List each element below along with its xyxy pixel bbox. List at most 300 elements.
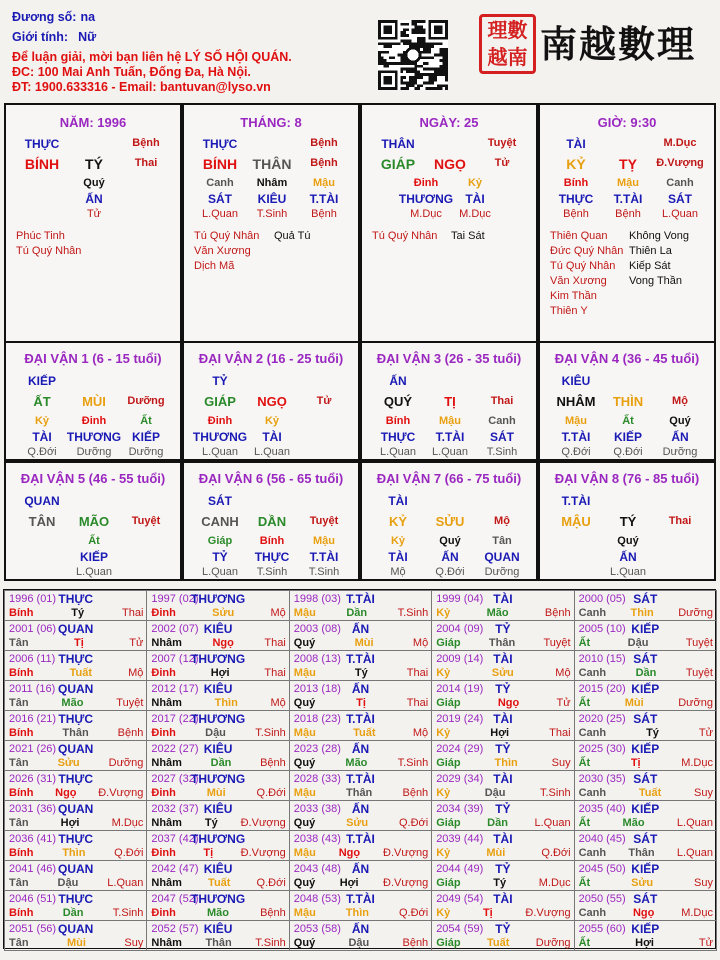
dai-van-title: ĐẠI VẬN 7 (66 - 75 tuổi) <box>376 471 522 486</box>
hidden-stem: Đinh <box>207 415 233 427</box>
annual-cell[interactable] <box>4 920 147 951</box>
hidden-stage: T.Sinh <box>256 208 288 220</box>
annual-pillar <box>151 847 285 859</box>
annual-pillar <box>151 727 285 739</box>
annual-cell[interactable] <box>4 770 147 801</box>
hidden-god: ẤN <box>441 550 459 564</box>
annual-pillar <box>579 877 713 889</box>
hidden-stage: Bệnh <box>563 208 589 220</box>
dai-van-panel <box>538 461 716 581</box>
annual-pillar <box>436 637 570 649</box>
dai-van-god: T.TÀI <box>561 494 591 508</box>
annual-god: SÁT <box>633 832 658 846</box>
annual-stem: Bính <box>9 787 34 799</box>
dai-van-panel <box>182 341 360 461</box>
annual-pillar <box>151 817 285 829</box>
annual-god: THỰC <box>58 652 93 666</box>
annual-stem: Giáp <box>436 937 461 949</box>
annual-branch: Mùi <box>624 697 644 709</box>
annual-stage: L.Quan <box>676 847 713 859</box>
annual-cell[interactable] <box>4 650 147 681</box>
annual-cell[interactable] <box>431 620 574 651</box>
annual-cell[interactable] <box>4 710 147 741</box>
annual-cell[interactable] <box>431 770 574 801</box>
annual-god: THỰC <box>58 712 93 726</box>
annual-branch: Thân <box>62 727 89 739</box>
annual-stem: Giáp <box>436 817 461 829</box>
annual-cell[interactable] <box>289 740 432 771</box>
dai-van-stage: Thai <box>490 395 514 407</box>
annual-branch: Mão <box>622 817 645 829</box>
annual-god: TÀI <box>493 832 513 846</box>
annual-cell[interactable] <box>431 890 574 921</box>
seal-text: 越南 <box>487 45 528 69</box>
annual-pillar <box>436 847 570 859</box>
star-bad: Tai Sát <box>451 230 485 242</box>
annual-cell[interactable] <box>431 800 574 831</box>
annual-stem: Tân <box>9 637 29 649</box>
annual-cell[interactable] <box>289 590 432 621</box>
annual-god: KIÊU <box>203 862 233 876</box>
annual-cell[interactable] <box>146 590 289 621</box>
annual-year: 2040 (45) <box>578 833 626 845</box>
annual-branch: Tị <box>203 847 214 859</box>
annual-god: TỶ <box>495 622 511 636</box>
hidden-stem: Đinh <box>413 177 439 189</box>
annual-stem: Quý <box>293 817 316 829</box>
annual-stem: Đinh <box>151 907 176 919</box>
annual-cell[interactable] <box>146 920 289 951</box>
annual-god: SÁT <box>633 712 658 726</box>
brand-logo: 南越數理 <box>540 22 696 66</box>
hidden-god: TÀI <box>32 430 52 444</box>
dai-van-title: ĐẠI VẬN 6 (56 - 65 tuổi) <box>198 471 344 486</box>
annual-stage: Q.Đới <box>256 787 286 799</box>
annual-cell[interactable] <box>574 620 717 651</box>
annual-pillar <box>436 877 570 889</box>
annual-year: 1999 (04) <box>436 593 484 605</box>
annual-cell[interactable] <box>431 860 574 891</box>
annual-cell[interactable] <box>574 920 717 951</box>
annual-stage: Bệnh <box>260 907 286 919</box>
dai-van-branch: TÝ <box>619 514 637 529</box>
annual-cell[interactable] <box>431 680 574 711</box>
star-good: Đức Quý Nhân <box>550 245 624 257</box>
annual-god: QUAN <box>58 922 94 936</box>
annual-cell[interactable] <box>4 860 147 891</box>
annual-pillar <box>294 877 428 889</box>
annual-pillar <box>436 757 570 769</box>
annual-year: 2021 (26) <box>9 743 57 755</box>
annual-grid <box>3 589 716 949</box>
annual-cell[interactable] <box>289 920 432 951</box>
annual-cell[interactable] <box>574 740 717 771</box>
annual-god: THƯƠNG <box>190 652 246 666</box>
annual-god: T.TÀI <box>346 892 375 906</box>
dai-van-panel <box>360 461 538 581</box>
annual-stage: Tuyệt <box>685 637 713 649</box>
hidden-stem: Kỷ <box>34 415 50 427</box>
pillar-branch-stage: Đ.Vượng <box>656 157 704 169</box>
star-good: Văn Xương <box>550 275 607 287</box>
phone-email-line: ĐT: 1900.633316 - Email: bantuvan@lyso.vn <box>12 80 271 94</box>
dai-van-branch: TỊ <box>444 394 456 409</box>
annual-stem: Ất <box>578 817 591 829</box>
annual-year: 2018 (23) <box>293 713 341 725</box>
annual-stage: M.Dục <box>681 907 713 919</box>
annual-stem: Tân <box>9 757 29 769</box>
annual-pillar <box>579 907 713 919</box>
annual-cell[interactable] <box>4 680 147 711</box>
annual-stage: Thai <box>264 667 286 679</box>
dai-van-branch: SỬU <box>435 514 465 529</box>
annual-year: 2028 (33) <box>293 773 341 785</box>
annual-year: 2049 (54) <box>436 893 484 905</box>
annual-stem: Canh <box>578 787 607 799</box>
annual-cell[interactable] <box>289 680 432 711</box>
annual-stage: M.Dục <box>111 817 144 829</box>
annual-branch: Sửu <box>346 817 369 829</box>
annual-stage: T.Sinh <box>397 757 429 769</box>
annual-cell[interactable] <box>574 590 717 621</box>
hidden-stage: Dưỡng <box>662 446 698 458</box>
annual-branch: Tị <box>356 697 366 709</box>
annual-cell[interactable] <box>574 650 717 681</box>
annual-cell[interactable] <box>4 800 147 831</box>
annual-pillar <box>436 607 570 619</box>
annual-branch: Mão <box>486 607 509 619</box>
annual-god: TÀI <box>493 712 513 726</box>
annual-god: ẤN <box>351 682 370 696</box>
annual-pillar <box>151 697 285 709</box>
dai-van-stem: ẤT <box>33 394 51 409</box>
annual-cell[interactable] <box>289 710 432 741</box>
annual-stage: T.Sinh <box>255 937 286 949</box>
annual-cell[interactable] <box>4 890 147 921</box>
annual-cell[interactable] <box>289 620 432 651</box>
dai-van-panel <box>360 341 538 461</box>
annual-pillar <box>9 697 143 709</box>
annual-cell[interactable] <box>4 740 147 771</box>
annual-year: 2016 (21) <box>9 713 57 725</box>
hidden-stem: Mậu <box>617 177 639 189</box>
annual-cell[interactable] <box>431 710 574 741</box>
annual-cell[interactable] <box>146 860 289 891</box>
annual-stage: Đ.Vượng <box>240 817 286 829</box>
dai-van-god: TỶ <box>212 374 228 388</box>
annual-stage: L.Quan <box>107 877 144 889</box>
annual-pillar <box>294 847 428 859</box>
annual-cell[interactable] <box>146 620 289 651</box>
annual-stem: Quý <box>293 937 316 949</box>
hidden-god: KIẾP <box>131 430 161 444</box>
annual-god: TỶ <box>495 682 511 696</box>
annual-cell[interactable] <box>146 650 289 681</box>
annual-pillar <box>9 667 143 679</box>
dai-van-title: ĐẠI VẬN 8 (76 - 85 tuổi) <box>554 471 700 486</box>
annual-stage: L.Quan <box>676 817 713 829</box>
pillar-top-god: TÀI <box>566 137 586 151</box>
annual-branch: Dần <box>635 667 657 679</box>
hidden-stem: Tân <box>492 535 512 547</box>
annual-year: 2053 (58) <box>293 923 341 935</box>
annual-god: SÁT <box>633 652 658 666</box>
annual-cell[interactable] <box>289 830 432 861</box>
annual-cell[interactable] <box>289 860 432 891</box>
annual-cell[interactable] <box>146 740 289 771</box>
annual-cell[interactable] <box>431 740 574 771</box>
annual-cell[interactable] <box>431 920 574 951</box>
annual-pillar <box>294 667 428 679</box>
annual-stage: Q.Đới <box>114 847 144 859</box>
hidden-stem: Canh <box>488 415 516 427</box>
seal-logo <box>479 14 536 74</box>
dai-van-stage: Tuyệt <box>131 515 161 527</box>
hidden-god: THƯƠNG <box>192 430 248 444</box>
annual-god: KIẾP <box>631 862 660 876</box>
dai-van-stage: Mộ <box>494 515 510 527</box>
pillar-branch-stage: Tử <box>494 157 510 169</box>
annual-year: 2004 (09) <box>436 623 484 635</box>
annual-year: 2000 (05) <box>578 593 626 605</box>
hidden-god: KIẾP <box>79 550 109 564</box>
annual-stage: Q.Đới <box>398 817 429 829</box>
hidden-god: THƯƠNG <box>398 192 454 206</box>
hidden-stage: L.Quan <box>431 446 469 458</box>
annual-pillar <box>436 907 570 919</box>
annual-cell[interactable] <box>146 710 289 741</box>
annual-stage: Mộ <box>270 607 286 619</box>
annual-stem: Tân <box>9 937 29 949</box>
annual-cell[interactable] <box>4 590 147 621</box>
annual-branch: Sửu <box>57 757 80 769</box>
hidden-stage: L.Quan <box>661 208 699 220</box>
star-bad: Quả Tú <box>274 230 311 242</box>
annual-stem: Bính <box>9 667 34 679</box>
gender-label: Giới tính: <box>12 30 69 44</box>
annual-cell[interactable] <box>574 800 717 831</box>
annual-cell[interactable] <box>146 800 289 831</box>
annual-year: 2038 (43) <box>293 833 341 845</box>
annual-year: 2008 (13) <box>293 653 341 665</box>
annual-year: 2045 (50) <box>578 863 626 875</box>
annual-stem: Đinh <box>151 787 176 799</box>
annual-stage: Bệnh <box>260 757 286 769</box>
annual-stem: Quý <box>293 637 316 649</box>
annual-cell[interactable] <box>146 770 289 801</box>
annual-cell[interactable] <box>574 860 717 891</box>
annual-year: 2007 (12) <box>151 653 199 665</box>
annual-year: 2039 (44) <box>436 833 484 845</box>
star-bad: Thiên La <box>629 245 672 257</box>
annual-branch: Ngọ <box>55 787 77 799</box>
annual-god: SÁT <box>633 892 658 906</box>
hidden-stage: M.Dục <box>410 208 442 220</box>
annual-stem: Giáp <box>436 877 461 889</box>
hidden-god: SÁT <box>490 430 514 444</box>
annual-pillar <box>294 607 428 619</box>
annual-branch: Thìn <box>494 757 518 769</box>
annual-cell[interactable] <box>146 680 289 711</box>
annual-stage: M.Dục <box>681 757 713 769</box>
annual-pillar <box>9 847 143 859</box>
pillar-title: NGÀY: 25 <box>419 115 479 130</box>
dai-van-god: KIÊU <box>561 374 591 388</box>
annual-branch: Dậu <box>57 877 79 889</box>
hidden-god: THƯƠNG <box>66 430 122 444</box>
annual-god: KIÊU <box>203 742 233 756</box>
annual-branch: Tuất <box>69 667 92 679</box>
hidden-god: ẤN <box>671 430 689 444</box>
dai-van-stage: Thai <box>668 515 692 527</box>
annual-stage: T.Sinh <box>112 907 144 919</box>
annual-cell[interactable] <box>146 890 289 921</box>
pillar-top-stage: M.Dục <box>663 137 697 149</box>
hidden-stage: Dưỡng <box>128 446 164 458</box>
annual-cell[interactable] <box>431 650 574 681</box>
annual-branch: Thân <box>628 847 655 859</box>
annual-cell[interactable] <box>574 890 717 921</box>
annual-branch: Mùi <box>67 937 86 949</box>
hidden-stage: Q.Đới <box>27 446 57 458</box>
annual-year: 2003 (08) <box>293 623 341 635</box>
annual-branch: Sửu <box>212 607 235 619</box>
annual-god: T.TÀI <box>346 712 375 726</box>
annual-cell[interactable] <box>289 800 432 831</box>
annual-cell[interactable] <box>431 590 574 621</box>
hidden-god: KIÊU <box>257 192 287 206</box>
annual-god: QUAN <box>58 862 94 876</box>
annual-god: THƯƠNG <box>190 772 246 786</box>
annual-stem: Kỷ <box>436 727 451 739</box>
annual-pillar <box>294 637 428 649</box>
annual-branch: Thìn <box>62 847 86 859</box>
annual-god: T.TÀI <box>346 832 375 846</box>
annual-stage: Bệnh <box>402 937 429 949</box>
annual-stage: Q.Đới <box>256 877 286 889</box>
annual-branch: Dậu <box>627 637 649 649</box>
annual-pillar <box>436 697 570 709</box>
annual-stage: Suy <box>694 877 713 889</box>
star-bad: Không Vong <box>629 230 689 242</box>
annual-god: THỰC <box>58 772 93 786</box>
pillar-branch: THÂN <box>252 156 292 172</box>
annual-pillar <box>579 637 713 649</box>
pillar-panel <box>360 103 538 343</box>
annual-cell[interactable] <box>574 710 717 741</box>
annual-cell[interactable] <box>289 890 432 921</box>
pillar-top-stage: Bệnh <box>310 137 338 149</box>
annual-god: TỶ <box>495 862 511 876</box>
dai-van-god: ẤN <box>389 374 407 388</box>
dai-van-stage: Dưỡng <box>127 395 165 407</box>
annual-stage: Suy <box>124 937 144 949</box>
annual-stem: Bính <box>9 847 34 859</box>
annual-pillar <box>9 637 143 649</box>
annual-branch: Dậu <box>205 727 226 739</box>
hidden-stage: L.Quan <box>379 446 417 458</box>
annual-pillar <box>579 817 713 829</box>
annual-stem: Kỷ <box>436 907 451 919</box>
qr-code-icon[interactable] <box>378 20 448 90</box>
annual-pillar <box>579 847 713 859</box>
pillar-title: THÁNG: 8 <box>240 115 302 130</box>
annual-god: ẤN <box>351 862 370 876</box>
annual-pillar <box>151 607 285 619</box>
annual-branch: Sửu <box>631 877 654 889</box>
hidden-stage: L.Quan <box>201 566 239 578</box>
annual-branch: Mùi <box>354 637 374 649</box>
annual-pillar <box>9 937 143 949</box>
annual-cell[interactable] <box>4 830 147 861</box>
annual-branch: Hợi <box>210 667 230 679</box>
hidden-stage: T.Sinh <box>256 566 288 578</box>
annual-cell[interactable] <box>574 680 717 711</box>
annual-pillar <box>579 607 713 619</box>
annual-pillar <box>294 727 428 739</box>
gender-line <box>12 30 96 44</box>
annual-god: SÁT <box>633 592 658 606</box>
annual-cell[interactable] <box>431 830 574 861</box>
annual-god: QUAN <box>58 742 94 756</box>
hidden-stem: Đinh <box>81 415 107 427</box>
annual-stem: Bính <box>9 727 34 739</box>
annual-stem: Nhâm <box>151 757 182 769</box>
hidden-god: THỰC <box>254 550 290 564</box>
annual-god: ẤN <box>351 622 370 636</box>
annual-cell[interactable] <box>4 620 147 651</box>
annual-stage: Suy <box>694 787 713 799</box>
star-good: Phúc Tinh <box>16 230 65 242</box>
annual-branch: Thìn <box>214 697 238 709</box>
annual-cell[interactable] <box>289 650 432 681</box>
annual-god: TÀI <box>493 892 513 906</box>
dai-van-stem: TÂN <box>28 514 56 529</box>
hidden-stage: T.Sinh <box>308 566 340 578</box>
annual-cell[interactable] <box>289 770 432 801</box>
hidden-stage: Bệnh <box>615 208 641 220</box>
annual-cell[interactable] <box>146 830 289 861</box>
dai-van-title: ĐẠI VẬN 5 (46 - 55 tuổi) <box>20 471 166 486</box>
annual-stem: Tân <box>9 817 29 829</box>
hidden-god: TÀI <box>262 430 282 444</box>
seal-text: 理數 <box>487 18 528 42</box>
star-good: Văn Xương <box>194 245 251 257</box>
annual-branch: Mão <box>206 907 229 919</box>
annual-stem: Giáp <box>436 697 461 709</box>
annual-god: TỶ <box>495 802 511 816</box>
hidden-stem: Mậu <box>313 535 335 547</box>
hidden-stage: M.Dục <box>459 208 491 220</box>
hidden-stage: Q.Đới <box>435 566 465 578</box>
pillar-top-stage: Tuyệt <box>487 137 517 149</box>
hidden-god: T.TÀI <box>435 430 465 444</box>
hidden-stage: L.Quan <box>253 446 291 458</box>
annual-stem: Bính <box>9 607 34 619</box>
annual-cell[interactable] <box>574 770 717 801</box>
annual-branch: Thân <box>205 937 232 949</box>
annual-cell[interactable] <box>574 830 717 861</box>
hidden-stage: Bệnh <box>311 208 337 220</box>
annual-stem: Nhâm <box>151 817 182 829</box>
annual-year: 2014 (19) <box>436 683 484 695</box>
hidden-stem: Mậu <box>313 177 335 189</box>
annual-god: KIÊU <box>203 922 233 936</box>
pillar-stem: KỶ <box>566 156 586 172</box>
annual-stage: Tử <box>129 637 144 649</box>
annual-year: 2033 (38) <box>293 803 341 815</box>
annual-branch: Tý <box>646 727 659 739</box>
